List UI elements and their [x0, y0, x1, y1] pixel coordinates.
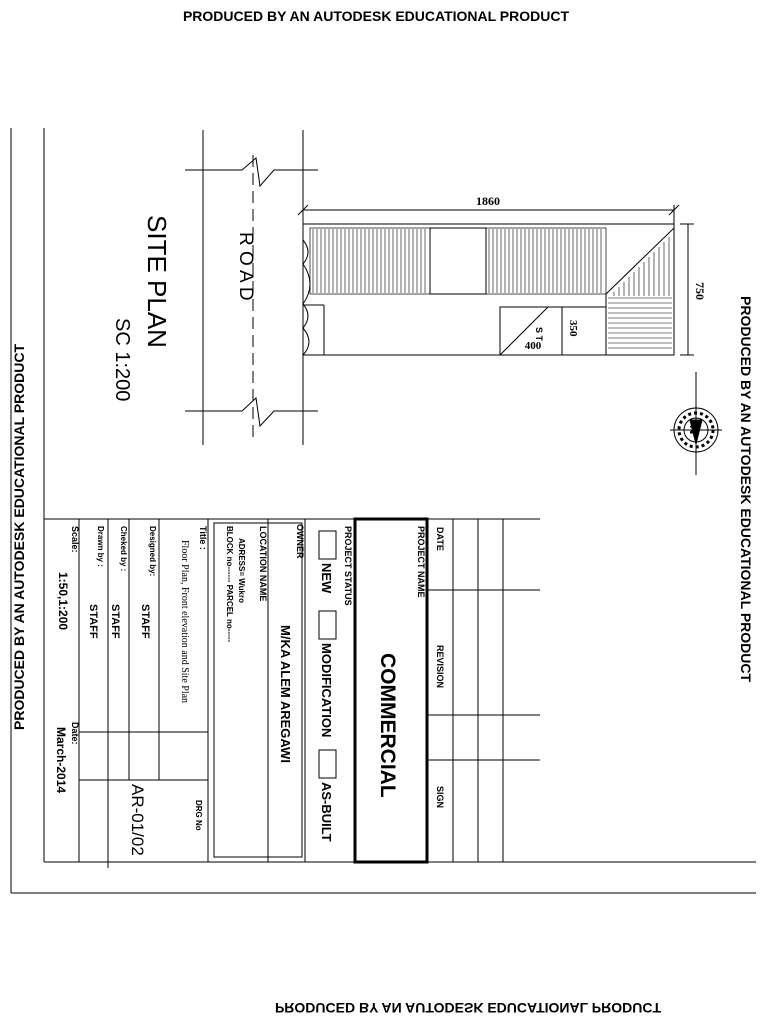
- site-outline: [303, 224, 674, 355]
- checked-value: STAFF: [109, 604, 121, 639]
- checked-label: Cheked by :: [119, 526, 128, 572]
- svg-text:N: N: [687, 425, 702, 435]
- vertical-hatch: [313, 229, 601, 293]
- designed-label: Designed by:: [148, 526, 157, 577]
- drawn-label: Drawn by :: [96, 526, 105, 567]
- scale-label: Scale:: [70, 526, 80, 553]
- dimension-750-label: 750: [693, 282, 707, 300]
- date-column-label: DATE: [435, 527, 445, 551]
- title-value: Floor Plan, Front elevation and Site Plan: [179, 540, 190, 704]
- dimension-750: [680, 224, 694, 355]
- project-status-label: PROJECT STATUS: [343, 526, 353, 606]
- watermark-left: PRODUCED BY AN AUTODESK EDUCATIONAL PRODUCT: [11, 343, 27, 730]
- dimension-350-label: 350: [567, 320, 579, 337]
- dimension-400-label: 400: [524, 340, 542, 352]
- drg-label: DRG No: [194, 800, 203, 831]
- watermark-right: PRODUCED BY AN AUTODESK EDUCATIONAL PRODUCT: [738, 296, 754, 683]
- revision-column-label: REVISION: [435, 645, 445, 689]
- status-asbuilt: AS-BUILT: [319, 782, 334, 842]
- building-hatch-right: [486, 228, 606, 294]
- status-modification: MODIFICATION: [319, 643, 334, 738]
- project-name-value: COMMERCIAL: [376, 653, 399, 798]
- site-plan-heading: SITE PLAN: [142, 215, 172, 348]
- date-field-label: Date:: [70, 722, 80, 745]
- title-block-text: [54, 524, 445, 856]
- location-label: LOCATION NAME: [258, 526, 268, 602]
- drawn-value: STAFF: [87, 604, 99, 639]
- project-name-label: PROJECT NAME: [416, 526, 426, 598]
- watermark-bottom: PRODUCED BY AN AUTODESK EDUCATIONAL PRODUCT: [274, 1000, 662, 1016]
- dimension-1860-label: 1860: [476, 194, 500, 208]
- road: [185, 130, 318, 445]
- designed-value: STAFF: [139, 604, 151, 639]
- scale-value: 1:50,1:200: [56, 572, 70, 631]
- title-label: Title :: [198, 526, 208, 550]
- road-label: R O A D: [235, 232, 256, 301]
- address-value: ADRESS= Wukro: [237, 538, 246, 603]
- owner-name: M/KA ALEM AREGAWI: [278, 625, 293, 763]
- horizontal-hatch: [608, 237, 672, 348]
- block-parcel-value: BLOCK no------ PARCEL no-----: [225, 526, 234, 643]
- owner-label: OWNER: [295, 524, 305, 559]
- watermark-top: PRODUCED BY AN AUTODESK EDUCATIONAL PRODUCT: [182, 8, 570, 24]
- north-arrow-icon: [670, 372, 722, 475]
- building-hatch-left: [310, 228, 430, 294]
- drg-value: AR-01/02: [128, 784, 147, 856]
- site-plan-scale: SC 1:200: [111, 318, 133, 402]
- status-new: NEW: [319, 563, 334, 594]
- date-value: March-2014: [54, 727, 68, 794]
- stair-label: S T: [534, 327, 544, 342]
- site-plan-title: [111, 215, 172, 401]
- sign-column-label: SIGN: [435, 786, 445, 809]
